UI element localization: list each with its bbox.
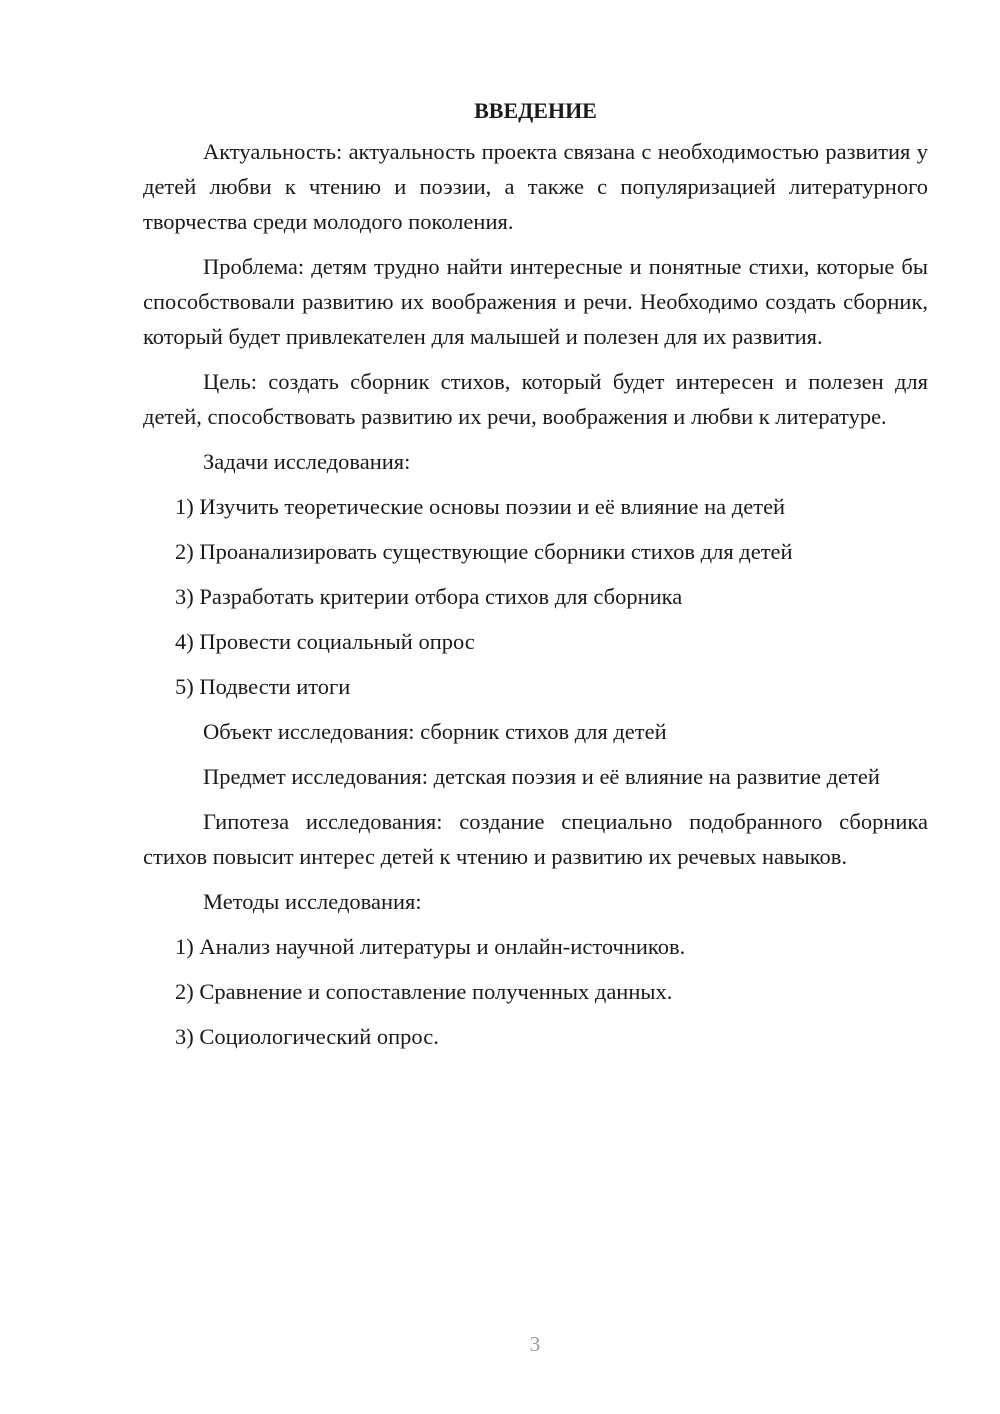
page-number: 3 — [529, 1332, 541, 1356]
list-item: 1) Анализ научной литературы и онлайн-источников. — [175, 934, 686, 959]
list-item: 3) Разработать критерии отбора стихов для сборника — [175, 584, 683, 609]
relevance-paragraph: Актуальность: актуальность проекта связана с необходимостью развития у детей любви к чтению и поэзии, а также с популяризацией литературного творчества среди молодого поколения. — [143, 139, 928, 234]
hypothesis-paragraph: Гипотеза исследования: создание специально подобранного сборника стихов повысит интерес детей к чтению и развитию их речевых навыков. — [143, 809, 928, 869]
list-item: 5) Подвести итоги — [175, 674, 351, 699]
list-item: 2) Проанализировать существующие сборники стихов для детей — [175, 539, 793, 564]
subject-paragraph: Предмет исследования: детская поэзия и её влияние на развитие детей — [203, 764, 880, 789]
methods-heading: Методы исследования: — [203, 889, 422, 914]
tasks-heading: Задачи исследования: — [203, 449, 411, 474]
list-item: 3) Социологический опрос. — [175, 1024, 439, 1049]
page-title: ВВЕДЕНИЕ — [474, 98, 597, 123]
document-page — [143, 93, 928, 1064]
list-item: 4) Провести социальный опрос — [175, 629, 475, 654]
list-item: 2) Сравнение и сопоставление полученных данных. — [175, 979, 673, 1004]
tasks-list — [143, 489, 928, 704]
methods-list — [143, 929, 928, 1054]
goal-paragraph: Цель: создать сборник стихов, который будет интересен и полезен для детей, способствовать развитию их речи, воображения и любви к литературе. — [143, 369, 928, 429]
problem-paragraph: Проблема: детям трудно найти интересные и понятные стихи, которые бы способствовали развитию их воображения и речи. Необходимо создать сборник, который будет привлекателен для малышей и полезен для их развития. — [143, 254, 928, 349]
object-paragraph: Объект исследования: сборник стихов для детей — [203, 719, 667, 744]
list-item: 1) Изучить теоретические основы поэзии и её влияние на детей — [175, 494, 786, 519]
